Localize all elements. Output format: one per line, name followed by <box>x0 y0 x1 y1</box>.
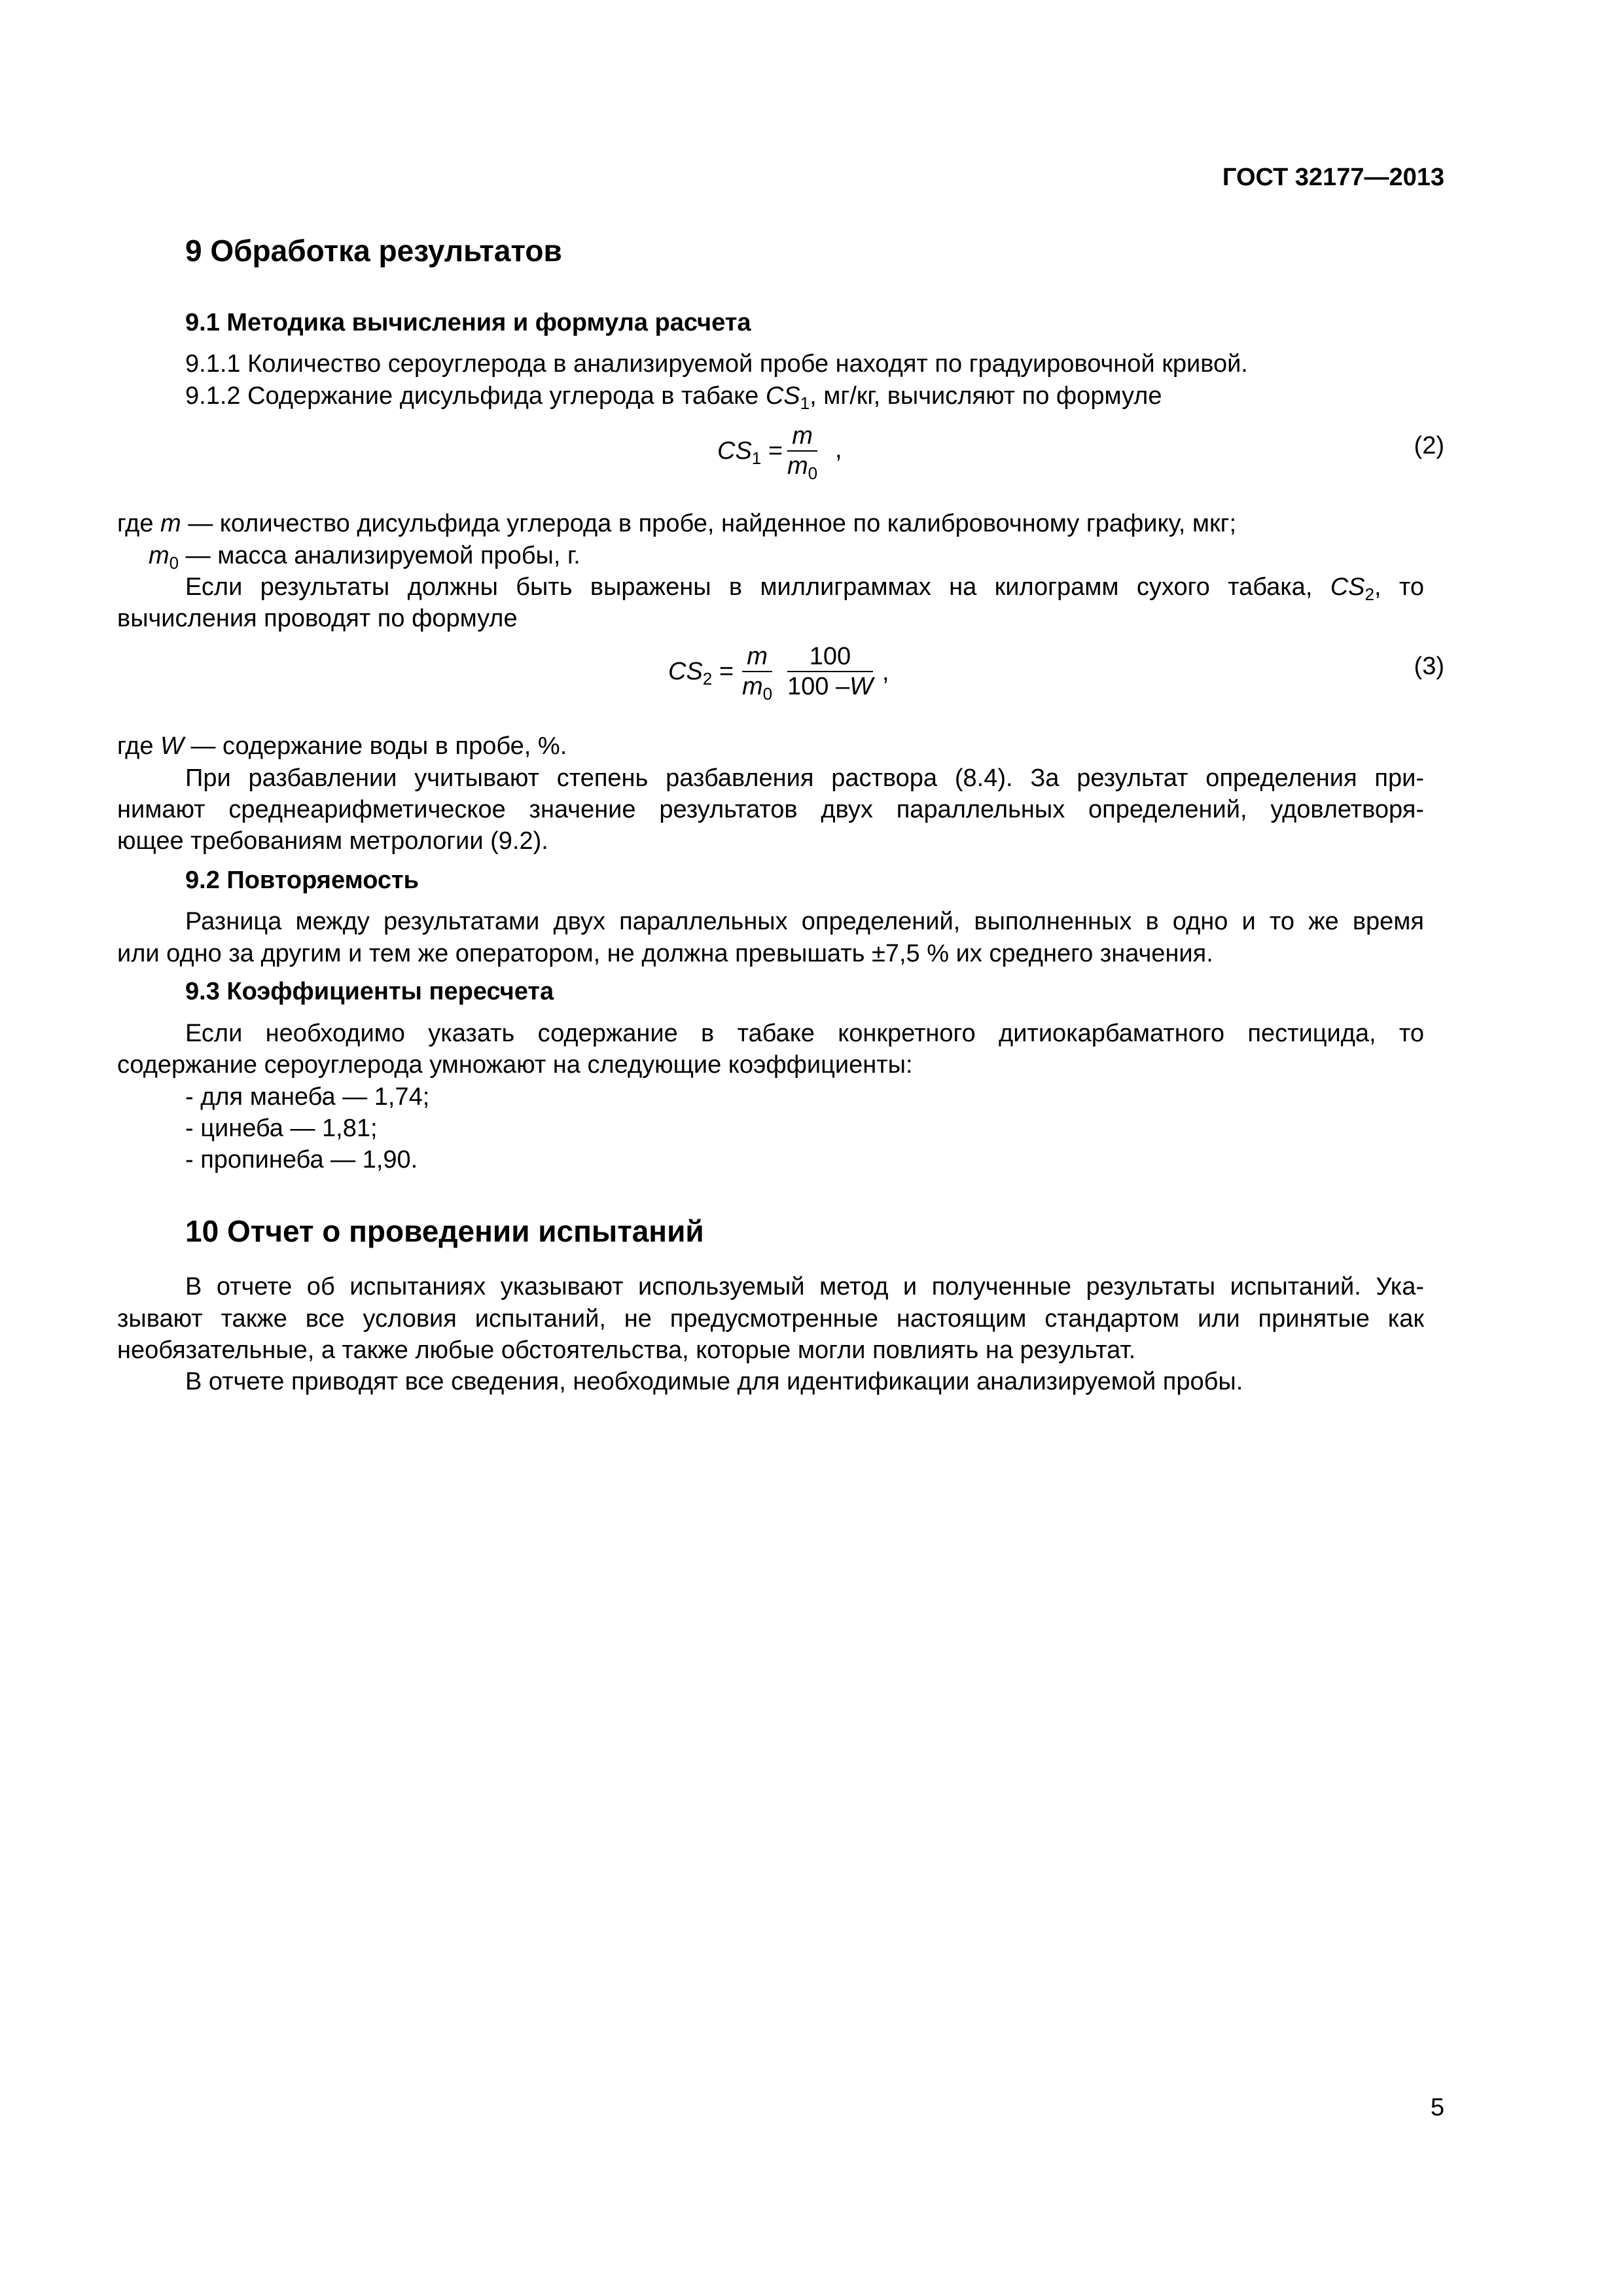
paragraph-9-1-1: 9.1.1 Количество сероуглерода в анализируемой пробе находят по градуировочной кривой. <box>185 350 1248 378</box>
document-header-id: ГОСТ 32177—2013 <box>1222 164 1444 191</box>
list-item: - пропинеба — 1,90. <box>185 1146 418 1174</box>
paragraph-9-2-line-1: Разница между результатами двух параллельных определений, выполненных в одно и то же время <box>185 908 1424 935</box>
paragraph-dilution-3: ющее требованиям метрологии (9.2). <box>117 827 548 855</box>
section-10-title: 10 Отчет о проведении испытаний <box>185 1214 704 1248</box>
equation-3-number: (3) <box>1414 653 1444 680</box>
subsection-9-1-title: 9.1 Методика вычисления и формула расчета <box>185 309 751 336</box>
subsection-9-3-title: 9.3 Коэффициенты пересчета <box>185 978 554 1005</box>
paragraph-10-2: В отчете приводят все сведения, необходимые для идентификации анализируемой пробы. <box>185 1368 1243 1395</box>
list-item: - цинеба — 1,81; <box>185 1115 378 1142</box>
paragraph-dilution-1: При разбавлении учитывают степень разбавления раствора (8.4). За результат определения при- <box>185 764 1424 792</box>
section-9-title: 9 Обработка результатов <box>185 234 562 268</box>
where-m0: $m_0$ — масса анализируемой пробы, г. <box>149 542 580 573</box>
paragraph-10-1-line-2: зывают также все условия испытаний, не предусмотренные настоящим стандартом или принятые как <box>117 1305 1424 1333</box>
paragraph-dilution-2: нимают среднеарифметическое значение результатов двух параллельных определений, удовлетворя- <box>117 796 1424 823</box>
paragraph-10-1-line-3: необязательные, а также любые обстоятельства, которые могли повлиять на результат. <box>117 1336 1136 1364</box>
paragraph-10-1-line-1: В отчете об испытаниях указывают используемый метод и полученные результаты испытаний. Ука- <box>185 1273 1424 1300</box>
paragraph-9-2-line-2: или одно за другим и тем же оператором, не должна превышать ±7,5 % их среднего значения. <box>117 940 1213 967</box>
paragraph-9-3-line-2: содержание сероуглерода умножают на следующие коэффициенты: <box>117 1051 913 1079</box>
subsection-9-2-title: 9.2 Повторяемость <box>185 867 419 894</box>
where-m: где m — количество дисульфида углерода в пробе, найденное по калибровочному графику, мкг; <box>117 510 1237 537</box>
page-number: 5 <box>1430 2094 1444 2121</box>
list-item: - для манеба — 1,74; <box>185 1083 430 1111</box>
paragraph-9-1-2: 9.1.2 Содержание дисульфида углерода в табаке $CS_1$, мг/кг, вычисляют по формуле <box>185 382 1162 413</box>
paragraph-9-3-line-1: Если необходимо указать содержание в табаке конкретного дитиокарбаматного пестицида, то <box>185 1020 1424 1047</box>
equation-2-number: (2) <box>1414 432 1444 459</box>
paragraph-dry-tobacco-1: Если результаты должны быть выражены в миллиграммах на килограмм сухого табака, $CS_2$, то <box>185 573 1424 604</box>
where-w: где W — содержание воды в пробе, %. <box>117 732 567 760</box>
paragraph-dry-tobacco-2: вычисления проводят по формуле <box>117 605 518 632</box>
